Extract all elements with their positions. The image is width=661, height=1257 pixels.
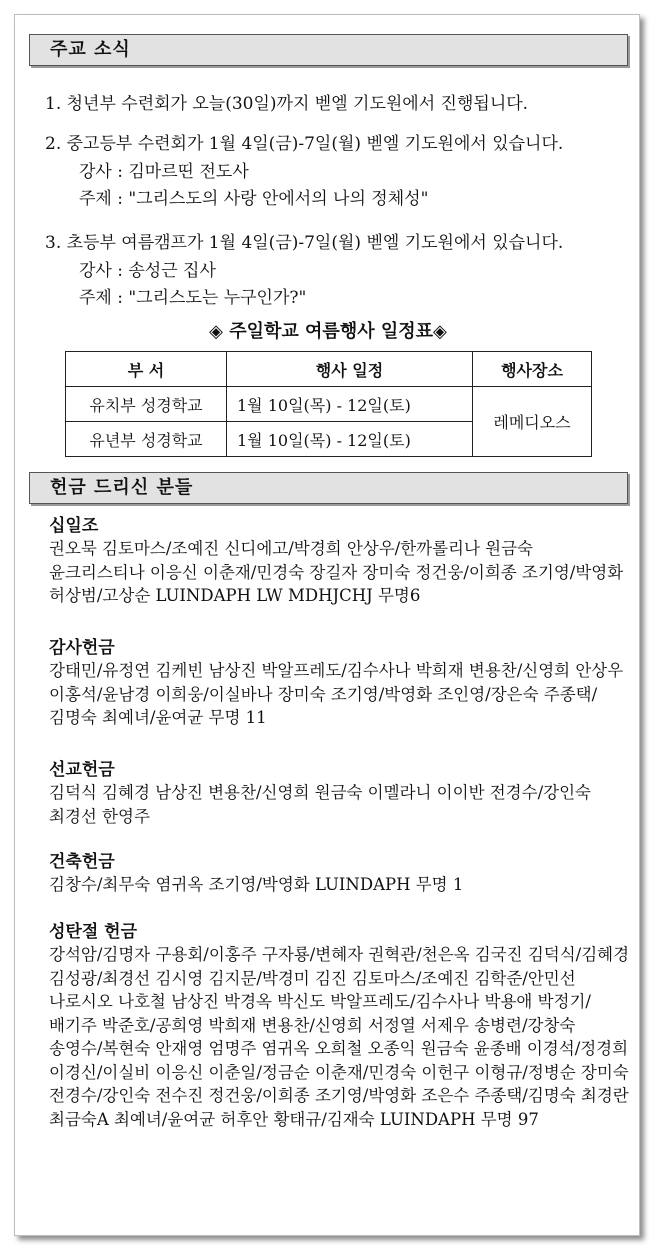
schedule-header-place: 행사장소 bbox=[473, 352, 592, 387]
schedule-row bbox=[66, 387, 592, 422]
news-item-3-speaker: 강사 : 송성근 집사 bbox=[79, 261, 216, 281]
news-item-3: 3. 초등부 여름캠프가 1월 4일(금)-7일(월) 벧엘 기도원에서 있습니다. bbox=[45, 233, 564, 253]
schedule-date: 1월 10일(목) - 12일(토) bbox=[227, 422, 473, 457]
schedule-dept: 유년부 성경학교 bbox=[66, 422, 227, 457]
schedule-table bbox=[65, 351, 592, 457]
schedule-date: 1월 10일(목) - 12일(토) bbox=[227, 387, 473, 422]
news-heading: 주교 소식 bbox=[29, 34, 628, 66]
offering-title-building: 건축헌금 bbox=[49, 852, 115, 872]
offering-title-christmas: 성탄절 헌금 bbox=[49, 922, 138, 942]
offering-names-tithe: 권오묵 김토마스/조예진 신디에고/박경희 안상우/한까롤리나 원금숙 윤크리스티나 이응신 이춘재/민경숙 장길자 장미숙 정건웅/이희종 조기영/박영화 허상범/고상순 LUINDAPH LW MDHJCHJ 무명6 bbox=[49, 539, 624, 605]
schedule-dept: 유치부 성경학교 bbox=[66, 387, 227, 422]
offering-title-thanks: 감사헌금 bbox=[49, 638, 115, 658]
schedule-header-dept: 부 서 bbox=[66, 352, 227, 387]
bulletin-page bbox=[14, 14, 640, 1236]
schedule-header-row bbox=[66, 352, 592, 387]
offering-names-christmas: 강석암/김명자 구용회/이홍주 구자룡/변혜자 권혁관/천은옥 김국진 김덕식/김혜경 김성광/최경선 김시영 김지문/박경미 김진 김토마스/조예진 김학준/안민선 나로시오 나호철 남상진 박경옥 박신도 박알프레도/김수사나 박용애 박정기/배기주 박준호/공희영 박희재 변용찬/신영희 서정열 서제우 송병련/강창숙 송영수/복현숙 안재영 엄명주 염귀옥 오희철 오종익 원금숙 윤종배 이경석/정경희 이경신/이실비 이응신 이춘일/정금순 이춘재/민경숙 이헌구 이형규/정병순 장미숙 전경수/강인숙 전수진 정건웅/이희종 조기영/박영화 조은수 주종택/김명숙 최경란 최금숙A 최예녀/윤여균 허후안 황태규/김재숙 LUINDAPH 무명 97 bbox=[49, 945, 630, 1129]
offering-names-thanks: 강태민/유정연 김케빈 남상진 박알프레도/김수사나 박희재 변용찬/신영희 안상우 이홍석/윤남경 이희웅/이실바나 장미숙 조기영/박영화 조인영/장은숙 주종택/김명숙 최예녀/윤여균 무명 11 bbox=[49, 661, 624, 727]
offerings-heading: 헌금 드리신 분들 bbox=[29, 472, 628, 504]
schedule-place: 레메디오스 bbox=[473, 387, 592, 457]
schedule-header-date: 행사 일정 bbox=[227, 352, 473, 387]
news-item-2-speaker: 강사 : 김마르띤 전도사 bbox=[79, 162, 249, 182]
news-item-3-theme: 주제 : "그리스도는 누구인가?" bbox=[79, 288, 307, 308]
schedule-title: ◈ 주일학교 여름행사 일정표◈ bbox=[209, 321, 447, 342]
news-item-1: 1. 청년부 수련회가 오늘(30일)까지 벧엘 기도원에서 진행됩니다. bbox=[45, 94, 529, 114]
offering-title-mission: 선교헌금 bbox=[49, 760, 115, 780]
offering-title-tithe: 십일조 bbox=[49, 516, 99, 536]
offering-names-building: 김창수/최무숙 염귀옥 조기영/박영화 LUINDAPH 무명 1 bbox=[49, 875, 464, 894]
news-item-2-theme: 주제 : "그리스도의 사랑 안에서의 나의 정체성" bbox=[79, 189, 429, 209]
offering-names-mission: 김덕식 김혜경 남상진 변용찬/신영희 원금숙 이멜라니 이이반 전경수/강인숙 최경선 한영주 bbox=[49, 783, 591, 826]
news-item-2: 2. 중고등부 수련회가 1월 4일(금)-7일(월) 벧엘 기도원에서 있습니다. bbox=[45, 134, 564, 154]
